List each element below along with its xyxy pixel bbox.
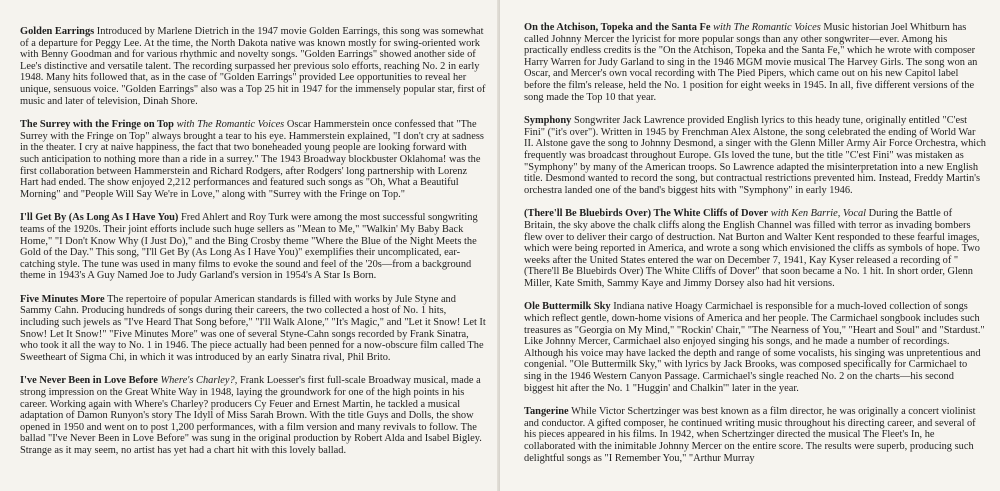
entry-title: Golden Earrings	[20, 26, 95, 37]
entry-title: On the Atchison, Topeka and the Santa Fe	[524, 22, 711, 33]
entry-body: Oscar Hammerstein once confessed that "The Surrey with the Fringe on Top" always brought a tear to his eye. Hammerstein explained, "I don't cry at sadness in the theater. I cry at naive happiness, the fact that two boneheaded young people are looking forward with such anticipation to nothing more than a ride in a surrey." The 1943 Broadway blockbuster Oklahoma! was the first collaboration between Hammerstein and Richard Rodgers, after Rodgers' long partnership with Lorenz Hart had ended. The show enjoyed 2,212 performances and featured such songs as "Oh, What a Beautiful Morning" and "People Will Say We're in Love," along with "Surrey with the Fringe on Top."	[20, 119, 484, 200]
entry-credit: with The Romantic Voices	[176, 119, 285, 131]
entry-title: I've Never Been in Love Before	[20, 375, 158, 387]
entry-title: Tangerine	[524, 406, 569, 418]
entry-body: Indiana native Hoagy Carmichael is responsible for a much-loved collection of songs which reflect gentle, down-home visions of America and her people. The Carmichael songbook includes such treasures as "Georgia on My Mind," "Rockin' Chair," "The Nearness of You," "Heart and Soul" and "Stardust." Like Johnny Mercer, Carmichael also enjoyed singing his songs, and he made a number of recordings. Although his voice may have lacked the depth and range of some vocalists, his singing was unpretentious and congenial. "Ole Buttermilk Sky," with lyrics by Jack Brooks, was composed specifically for Carmichael to sing in the 1946 Western Canyon Passage. Carmichael's single reached No. 2 on the charts—his second biggest hit after the No. 1 "Huggin' and Chalkin'" later in the year.	[524, 301, 985, 394]
entry-title: Five Minutes More	[20, 293, 105, 305]
entry-credit: with Ken Barrie, Vocal	[770, 208, 867, 220]
entry-body: Songwriter Jack Lawrence provided English lyrics to this heady tune, originally entitled "C'est Fini" ("it's over"). Written in 1945 by Frenchman Alex Alstone, the song celebrated the ending of World War II. Alstone gave the song to Johnny Desmond, a singer with the Glenn Miller Army Air Force Orchestra, which frequently was broadcast throughout Europe. GIs loved the tune, but the title "C'est Fini" was mistaken as "Symphony" by many of the American troops. So Lawrence adapted the misinterpretation into a new English title. Desmond wanted to record the song, but contractual restrictions prevented him. Instead, Freddy Martin's orchestra landed one of the band's biggest hits with "Symphony" in early 1946.	[524, 115, 987, 196]
entry-atchison-topeka-santa-fe	[524, 22, 986, 103]
entry-title: I'll Get By (As Long As I Have You)	[20, 212, 179, 224]
entry-tangerine	[524, 406, 986, 464]
entry-ole-buttermilk-sky	[524, 301, 986, 394]
entry-body: Fred Ahlert and Roy Turk were among the most successful songwriting teams of the 1920s. Their joint efforts include such huge sellers as "Mean to Me," "Walkin' My Baby Back Home," "I Don't Know Why (I Just Do)," and the Bing Crosby theme "Where the Blue of the Night Meets the Gold of the Day." This song, "I'll Get By (As Long As I Have You)" exemplifies their uncomplicated, ear-catching style. The tune was used in many films to evoke the sound and feel of the '20s—from a background theme in 1943's A Guy Named Joe to Judy Garland's version in 1954's A Star Is Born.	[20, 212, 478, 282]
entry-title: Ole Buttermilk Sky	[524, 301, 611, 313]
entry-body: Introduced by Marlene Dietrich in the 1947 movie Golden Earrings, this song was somewhat of a departure for Peggy Lee. At the time, the North Dakota native was known mostly for swing-oriented work with Benny Goodman and for various rhythmic and novelty songs. "Golden Earrings" showed another side of Lee's distinctive and versatile talent. The recording surpassed her previous solo efforts, reaching No. 2 in early 1948. Many hits followed that, as in the case of "Golden Earrings" provided Lee opportunities to reveal her unique, sensuous voice. "Golden Earrings" also was a Top 25 hit in 1947 for the immensely popular star, first of music and later of television, Dinah Shore.	[20, 26, 486, 107]
entry-golden-earrings	[20, 26, 486, 107]
entry-credit: with The Romantic Voices	[713, 22, 821, 33]
entry-ill-get-by	[20, 212, 486, 282]
entry-symphony	[524, 115, 986, 196]
entry-body: Frank Loesser's first full-scale Broadway musical, made a strong impression on the Great White Way in 1948, laying the groundwork for one of the high points in his career. Working again with Where's Charley? producers Cy Feuer and Ernest Martin, he tackled a musical adaptation of Damon Runyon's story The Idyll of Miss Sarah Brown. With the title Guys and Dolls, the show opened in 1950 and went on to post 1,200 performances, with a film version and many revivals to follow. The ballad "I've Never Been in Love Before" was sung in the original production by Robert Alda and Isabel Bigley. Strange as it may seem, no artist has yet had a chart hit with this lovely ballad.	[20, 375, 482, 456]
entry-credit: Where's Charley?,	[160, 375, 238, 387]
entry-title: (There'll Be Bluebirds Over) The White Cliffs of Dover	[524, 208, 769, 220]
right-page	[500, 0, 1000, 491]
entry-body: While Victor Schertzinger was best known as a film director, he was originally a concert violinist and conductor. A gifted composer, he continued writing music throughout his directing career, and several of his pieces appeared in his films. In 1942, when Schertzinger directed the musical The Fleet's In, he collaborated with the inimitable Johnny Mercer on the entire score. The results were superb, producing such delightful songs as "I Remember You," "Arthur Murray	[524, 406, 976, 464]
entry-surrey-with-the-fringe	[20, 119, 486, 200]
entry-ive-never-been-in-love-before	[20, 375, 486, 456]
entry-white-cliffs-of-dover	[524, 208, 986, 289]
entry-body: Music historian Joel Whitburn has called Johnny Mercer the lyricist for more popular songs than any other songwriter—ever. Among his practically endless credits is the "On the Atchison, Topeka and the Santa Fe," which he wrote with composer Harry Warren for Judy Garland to sing in the 1946 MGM movie musical The Harvey Girls. The song won an Oscar, and Mercer's own vocal recording with The Pied Pipers, which came out on his new Capitol label before the film's release, held the No. 1 position for eight weeks in 1945. In all, five different versions of the song made the Top 10 that year.	[524, 22, 978, 103]
entry-body: During the Battle of Britain, the sky above the chalk cliffs along the English Channel was filled with terror as invading bombers flew over to deliver their cargo of destruction. Nat Burton and Walter Kent responded to these fearful images, which were being reported in America, and wrote a song which envisioned the cliffs as symbols of hope. Two weeks after the United States entered the war on December 7, 1941, Kay Kyser released a recording of "(There'll Be Bluebirds Over) The White Cliffs of Dover" that soon became a No. 1 hit. In short order, Glenn Miller, Kate Smith, Sammy Kaye and Jimmy Dorsey also had hit versions.	[524, 208, 980, 289]
entry-title: Symphony	[524, 115, 572, 127]
entry-title: The Surrey with the Fringe on Top	[20, 119, 174, 131]
entry-five-minutes-more	[20, 294, 486, 364]
entry-body: The repertoire of popular American standards is filled with works by Jule Styne and Sammy Cahn. Producing hundreds of songs during their careers, the two collected a host of No. 1 hits, including such jewels as "I've Heard That Song before," "I'll Walk Alone," "It's Magic," and "Let it Snow! Let It Snow! Let It Snow!" "Five Minutes More" was one of several Styne-Cahn songs recorded by Frank Sinatra, who took it all the way to No. 1 in 1946. The piece actually had been penned for a now-obscure film called The Sweetheart of Sigma Chi, in which it was introduced by an early Sinatra rival, Phil Brito.	[20, 293, 486, 363]
